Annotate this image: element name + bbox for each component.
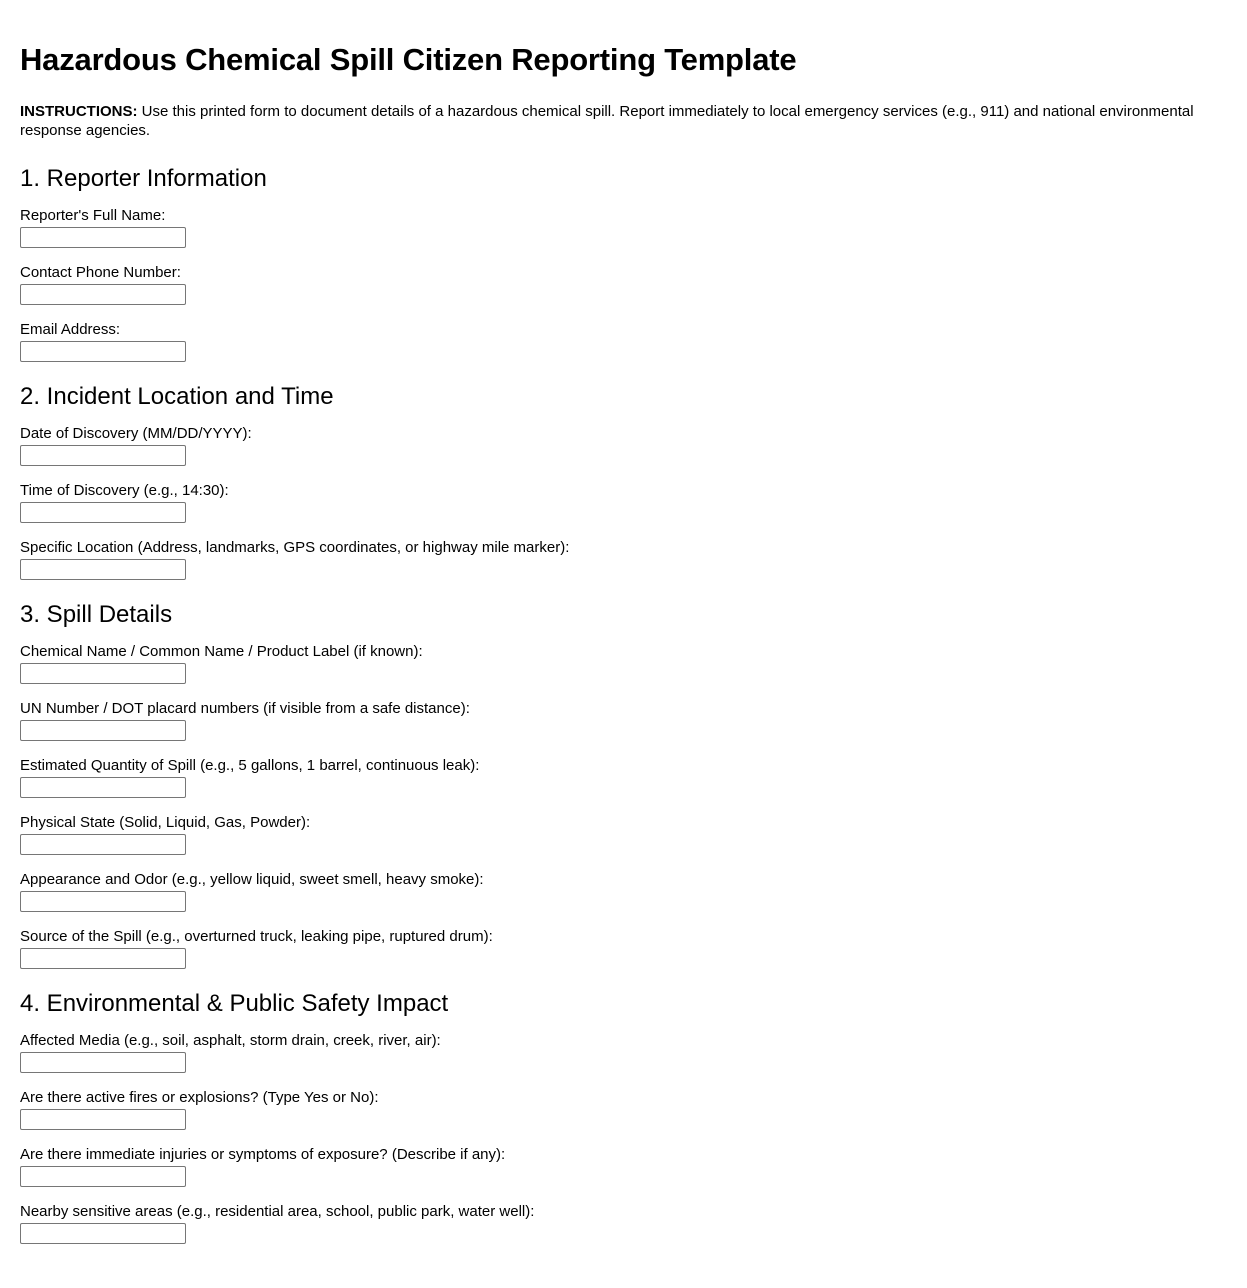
field-label: Physical State (Solid, Liquid, Gas, Powder): xyxy=(20,814,311,831)
field-affected-media xyxy=(20,1032,1227,1073)
section-spill-details xyxy=(20,600,1227,969)
field-label: Contact Phone Number: xyxy=(20,264,181,281)
contact-phone-input[interactable] xyxy=(20,284,186,305)
specific-location-input[interactable] xyxy=(20,559,186,580)
field-label: UN Number / DOT placard numbers (if visible from a safe distance): xyxy=(20,700,470,717)
field-label: Source of the Spill (e.g., overturned truck, leaking pipe, ruptured drum): xyxy=(20,928,493,945)
sensitive-areas-input[interactable] xyxy=(20,1223,186,1244)
affected-media-input[interactable] xyxy=(20,1052,186,1073)
field-label: Nearby sensitive areas (e.g., residential area, school, public park, water well): xyxy=(20,1203,535,1220)
field-un-number xyxy=(20,700,1227,741)
field-label: Appearance and Odor (e.g., yellow liquid, sweet smell, heavy smoke): xyxy=(20,871,484,888)
field-email xyxy=(20,321,1227,362)
field-sensitive-areas xyxy=(20,1203,1227,1244)
field-label: Reporter's Full Name: xyxy=(20,207,166,224)
field-spill-source xyxy=(20,928,1227,969)
estimated-quantity-input[interactable] xyxy=(20,777,186,798)
field-label: Affected Media (e.g., soil, asphalt, storm drain, creek, river, air): xyxy=(20,1032,441,1049)
section-incident-location-time xyxy=(20,382,1227,580)
reporter-name-input[interactable] xyxy=(20,227,186,248)
field-reporter-name xyxy=(20,207,1227,248)
instructions-text: Use this printed form to document details of a hazardous chemical spill. Report immediately to local emergency services (e.g., 911) and national environmental response agencies. xyxy=(20,103,1194,139)
field-date-of-discovery xyxy=(20,425,1227,466)
fires-explosions-input[interactable] xyxy=(20,1109,186,1130)
field-specific-location xyxy=(20,539,1227,580)
field-label: Time of Discovery (e.g., 14:30): xyxy=(20,482,229,499)
field-label: Chemical Name / Common Name / Product Label (if known): xyxy=(20,643,423,660)
date-of-discovery-input[interactable] xyxy=(20,445,186,466)
spill-source-input[interactable] xyxy=(20,948,186,969)
instructions xyxy=(20,102,1200,140)
section-title: 4. Environmental & Public Safety Impact xyxy=(20,990,449,1017)
field-fires-explosions xyxy=(20,1089,1227,1130)
field-contact-phone xyxy=(20,264,1227,305)
time-of-discovery-input[interactable] xyxy=(20,502,186,523)
section-title: 1. Reporter Information xyxy=(20,165,267,192)
field-label: Estimated Quantity of Spill (e.g., 5 gallons, 1 barrel, continuous leak): xyxy=(20,757,480,774)
field-label: Are there active fires or explosions? (Type Yes or No): xyxy=(20,1089,379,1106)
section-title: 2. Incident Location and Time xyxy=(20,383,334,410)
field-injuries xyxy=(20,1146,1227,1187)
email-input[interactable] xyxy=(20,341,186,362)
field-appearance-odor xyxy=(20,871,1227,912)
section-environmental-impact xyxy=(20,989,1227,1244)
field-label: Date of Discovery (MM/DD/YYYY): xyxy=(20,425,252,442)
field-time-of-discovery xyxy=(20,482,1227,523)
field-label: Email Address: xyxy=(20,321,121,338)
field-label: Are there immediate injuries or symptoms of exposure? (Describe if any): xyxy=(20,1146,506,1163)
field-chemical-name xyxy=(20,643,1227,684)
field-estimated-quantity xyxy=(20,757,1227,798)
physical-state-input[interactable] xyxy=(20,834,186,855)
page-title: Hazardous Chemical Spill Citizen Reporting Template xyxy=(20,42,797,77)
field-physical-state xyxy=(20,814,1227,855)
section-reporter-information xyxy=(20,164,1227,362)
un-number-input[interactable] xyxy=(20,720,186,741)
appearance-odor-input[interactable] xyxy=(20,891,186,912)
section-title: 3. Spill Details xyxy=(20,601,173,628)
chemical-name-input[interactable] xyxy=(20,663,186,684)
injuries-input[interactable] xyxy=(20,1166,186,1187)
instructions-label: INSTRUCTIONS: xyxy=(20,103,138,120)
field-label: Specific Location (Address, landmarks, GPS coordinates, or highway mile marker): xyxy=(20,539,570,556)
